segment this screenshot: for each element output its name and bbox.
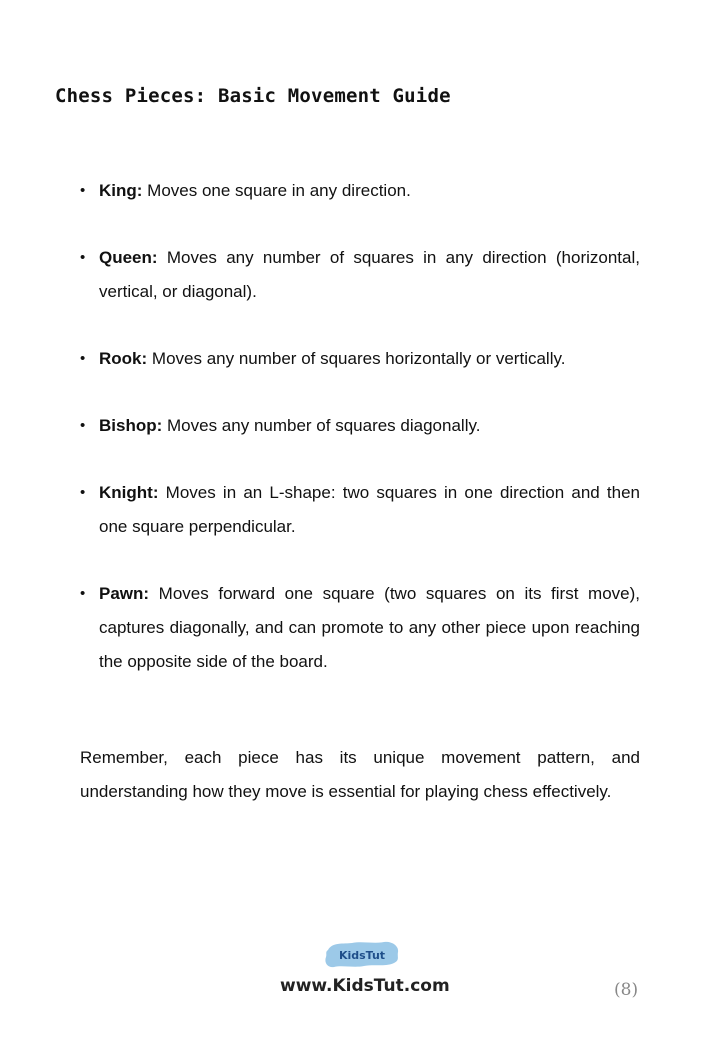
piece-description: Moves any number of squares diagonally.	[167, 416, 481, 435]
piece-description: Moves any number of squares in any direction (horizontal, vertical, or diagonal).	[99, 248, 640, 301]
logo-splash-icon	[322, 938, 402, 972]
piece-name: King:	[99, 181, 143, 200]
page-title: Chess Pieces: Basic Movement Guide	[55, 85, 451, 107]
piece-name: Knight:	[99, 483, 159, 502]
list-item-rook	[80, 342, 640, 376]
piece-description: Moves one square in any direction.	[147, 181, 411, 200]
list-item-bishop	[80, 409, 640, 443]
logo-text: KidsTut	[338, 949, 386, 962]
page-number: (8)	[614, 980, 639, 1000]
piece-name: Bishop:	[99, 416, 163, 435]
piece-name: Rook:	[99, 349, 148, 368]
list-item-king	[80, 174, 640, 208]
list-item-pawn	[80, 577, 640, 679]
piece-name: Pawn:	[99, 584, 150, 603]
list-item-knight	[80, 476, 640, 544]
piece-list	[80, 174, 640, 712]
site-url: www.KidsTut.com	[280, 976, 450, 996]
kidstut-logo	[322, 938, 402, 972]
piece-description: Moves any number of squares horizontally or vertically.	[151, 349, 566, 368]
piece-name: Queen:	[99, 248, 158, 267]
piece-description: Moves in an L-shape: two squares in one direction and then one square perpendicular.	[99, 483, 640, 536]
list-item-queen	[80, 241, 640, 309]
piece-description: Moves forward one square (two squares on its first move), captures diagonally, and can promote to any other piece upon reaching the opposite side of the board.	[99, 584, 640, 671]
closing-paragraph: Remember, each piece has its unique movement pattern, and understanding how they move is essential for playing chess effectively.	[80, 748, 640, 801]
